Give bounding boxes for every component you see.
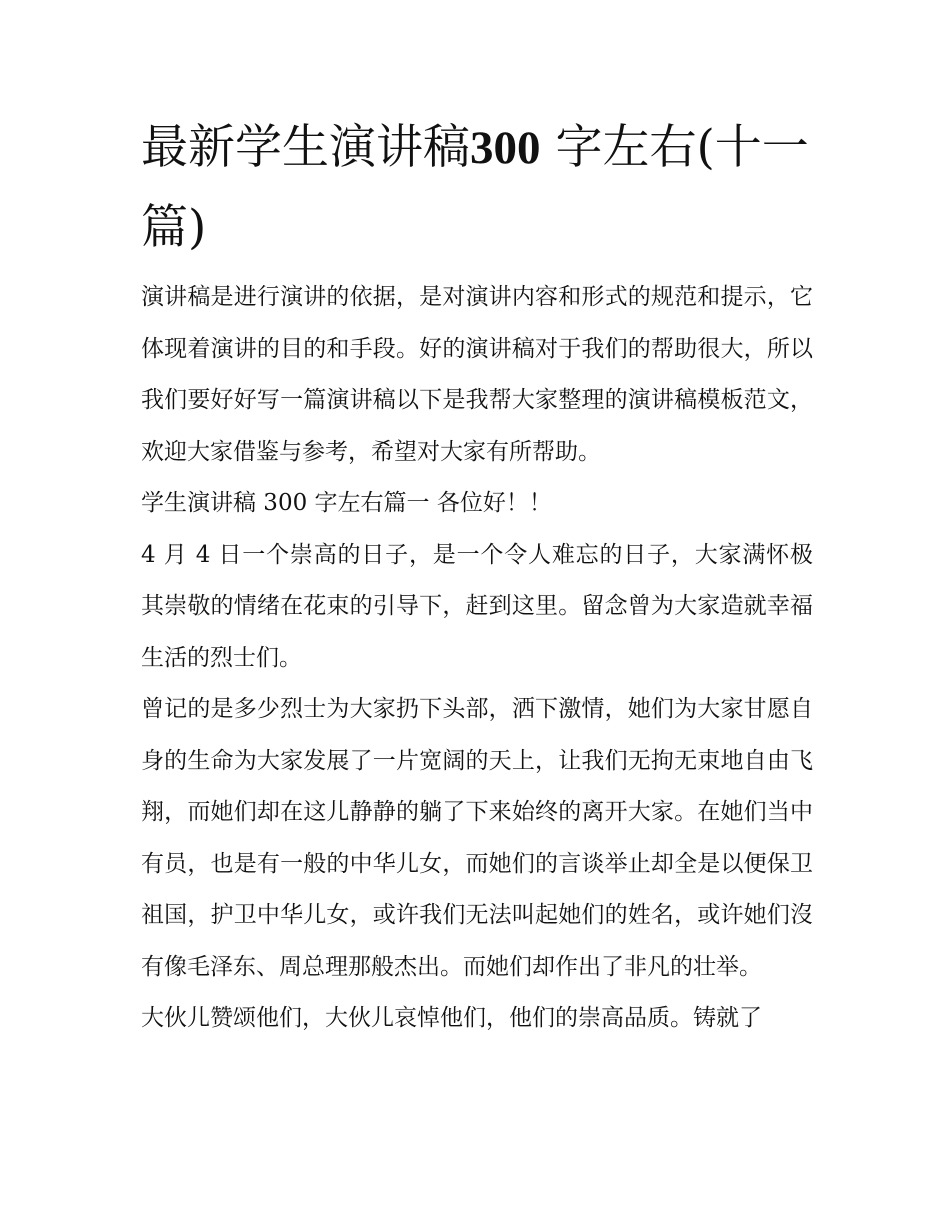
body-paragraph: 4 月 4 日一个崇高的日子，是一个令人难忘的日子，大家满怀极其崇敬的情绪在花束的引导下，赶到这里。留念曾为大家造就幸福生活的烈士们。 (141, 541, 813, 671)
body-paragraph: 大伙儿赞颂他们，大伙儿哀悼他们，他们的崇高品质。铸就了 (141, 1005, 762, 1031)
document-title (141, 108, 813, 268)
title-number: 300 (470, 122, 541, 174)
title-part-2: 字左右(十一篇) (141, 120, 809, 255)
section-heading: 学生演讲稿 300 字左右篇一 各位好！！ (141, 490, 552, 516)
body-paragraph: 曾记的是多少烈士为大家扔下头部，洒下激情，她们为大家甘愿自身的生命为大家发展了一片宽阔的天上，让我们无拘无束地自由飞翔，而她们却在这儿静静的躺了下来始终的离开大家。在她们当中有员，也是有一般的中华儿女，而她们的言谈举止却全是以便保卫祖国，护卫中华儿女，或许我们无法叫起她们的姓名，或许她们沒有像毛泽东、周总理那般杰出。而她们却作出了非凡的壮举。 (141, 696, 813, 980)
title-part-1: 最新学生演讲稿 (141, 120, 470, 175)
document-page (141, 108, 813, 1045)
intro-paragraph: 演讲稿是进行演讲的依据，是对演讲内容和形式的规范和提示，它体现着演讲的目的和手段。好的演讲稿对于我们的帮助很大，所以我们要好好写一篇演讲稿以下是我帮大家整理的演讲稿模板范文，欢迎大家借鉴与参考，希望对大家有所帮助。 (141, 284, 813, 465)
